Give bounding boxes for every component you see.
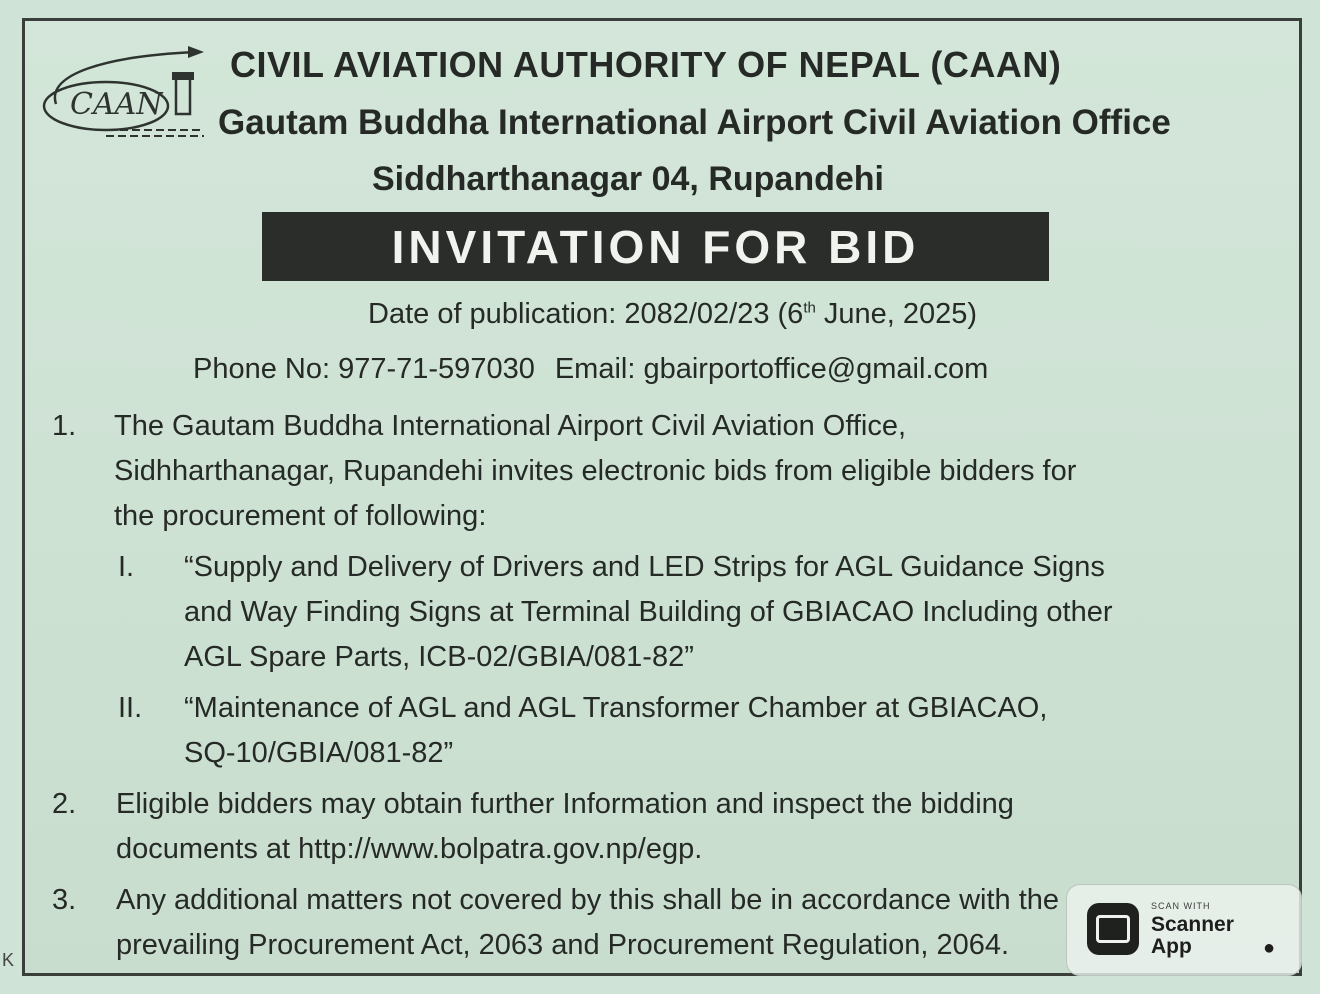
item-2-number: 2.	[52, 788, 77, 820]
item-2-line: Eligible bidders may obtain further Information and inspect the bidding	[116, 788, 1014, 820]
publication-date-suffix: June, 2025)	[815, 298, 978, 330]
item-1-line: The Gautam Buddha International Airport Civil Aviation Office,	[114, 410, 907, 442]
sub-item-2-line: “Maintenance of AGL and AGL Transformer Chamber at GBIACAO,	[184, 692, 1048, 724]
svg-text:CAAN: CAAN	[70, 87, 163, 122]
item-1-line: the procurement of following:	[114, 500, 487, 532]
sub-item-2-number: II.	[118, 692, 143, 724]
watermark-small-text: SCAN WITH	[1151, 901, 1211, 911]
notice-title: INVITATION FOR BID	[391, 220, 920, 273]
publication-date-prefix: Date of publication: 2082/02/23 (6	[368, 298, 804, 330]
item-2-line: documents at http://www.bolpatra.gov.np/egp.	[116, 833, 703, 865]
item-1-number: 1.	[52, 410, 77, 442]
sub-item-1-line: and Way Finding Signs at Terminal Building of GBIACAO Including other	[184, 596, 1113, 628]
edge-mark: K	[2, 950, 15, 970]
item-3-number: 3.	[52, 884, 77, 916]
email-address: Email: gbairportoffice@gmail.com	[554, 353, 989, 385]
watermark-app-name: Scanner	[1151, 913, 1234, 936]
item-1-line: Sidhharthanagar, Rupandehi invites electronic bids from eligible bidders for	[114, 455, 1077, 487]
apple-icon: ●	[1263, 937, 1276, 959]
sub-item-1-number: I.	[118, 551, 135, 583]
sub-item-1-line: AGL Spare Parts, ICB-02/GBIA/081-82”	[184, 641, 694, 673]
item-3-line: prevailing Procurement Act, 2063 and Procurement Regulation, 2064.	[116, 929, 1010, 961]
scanner-app-icon	[1087, 903, 1139, 955]
office-address: Siddharthanagar 04, Rupandehi	[372, 160, 884, 198]
office-name: Gautam Buddha International Airport Civil Aviation Office	[218, 103, 1171, 142]
organization-name: CIVIL AVIATION AUTHORITY OF NEPAL (CAAN)	[230, 44, 1062, 85]
sub-item-1-line: “Supply and Delivery of Drivers and LED Strips for AGL Guidance Signs	[184, 551, 1105, 583]
item-3-line: Any additional matters not covered by this shall be in accordance with the	[116, 884, 1060, 916]
caan-logo	[36, 44, 206, 144]
notice-title-banner	[262, 212, 1049, 281]
publication-date-sup: th	[803, 299, 816, 317]
sub-item-2-line: SQ-10/GBIA/081-82”	[184, 737, 454, 769]
scanner-app-watermark	[1066, 884, 1302, 976]
publication-date	[368, 298, 977, 331]
contact-line	[193, 353, 988, 386]
watermark-app-name: App	[1151, 935, 1192, 958]
phone-number: Phone No: 977-71-597030	[193, 353, 535, 385]
